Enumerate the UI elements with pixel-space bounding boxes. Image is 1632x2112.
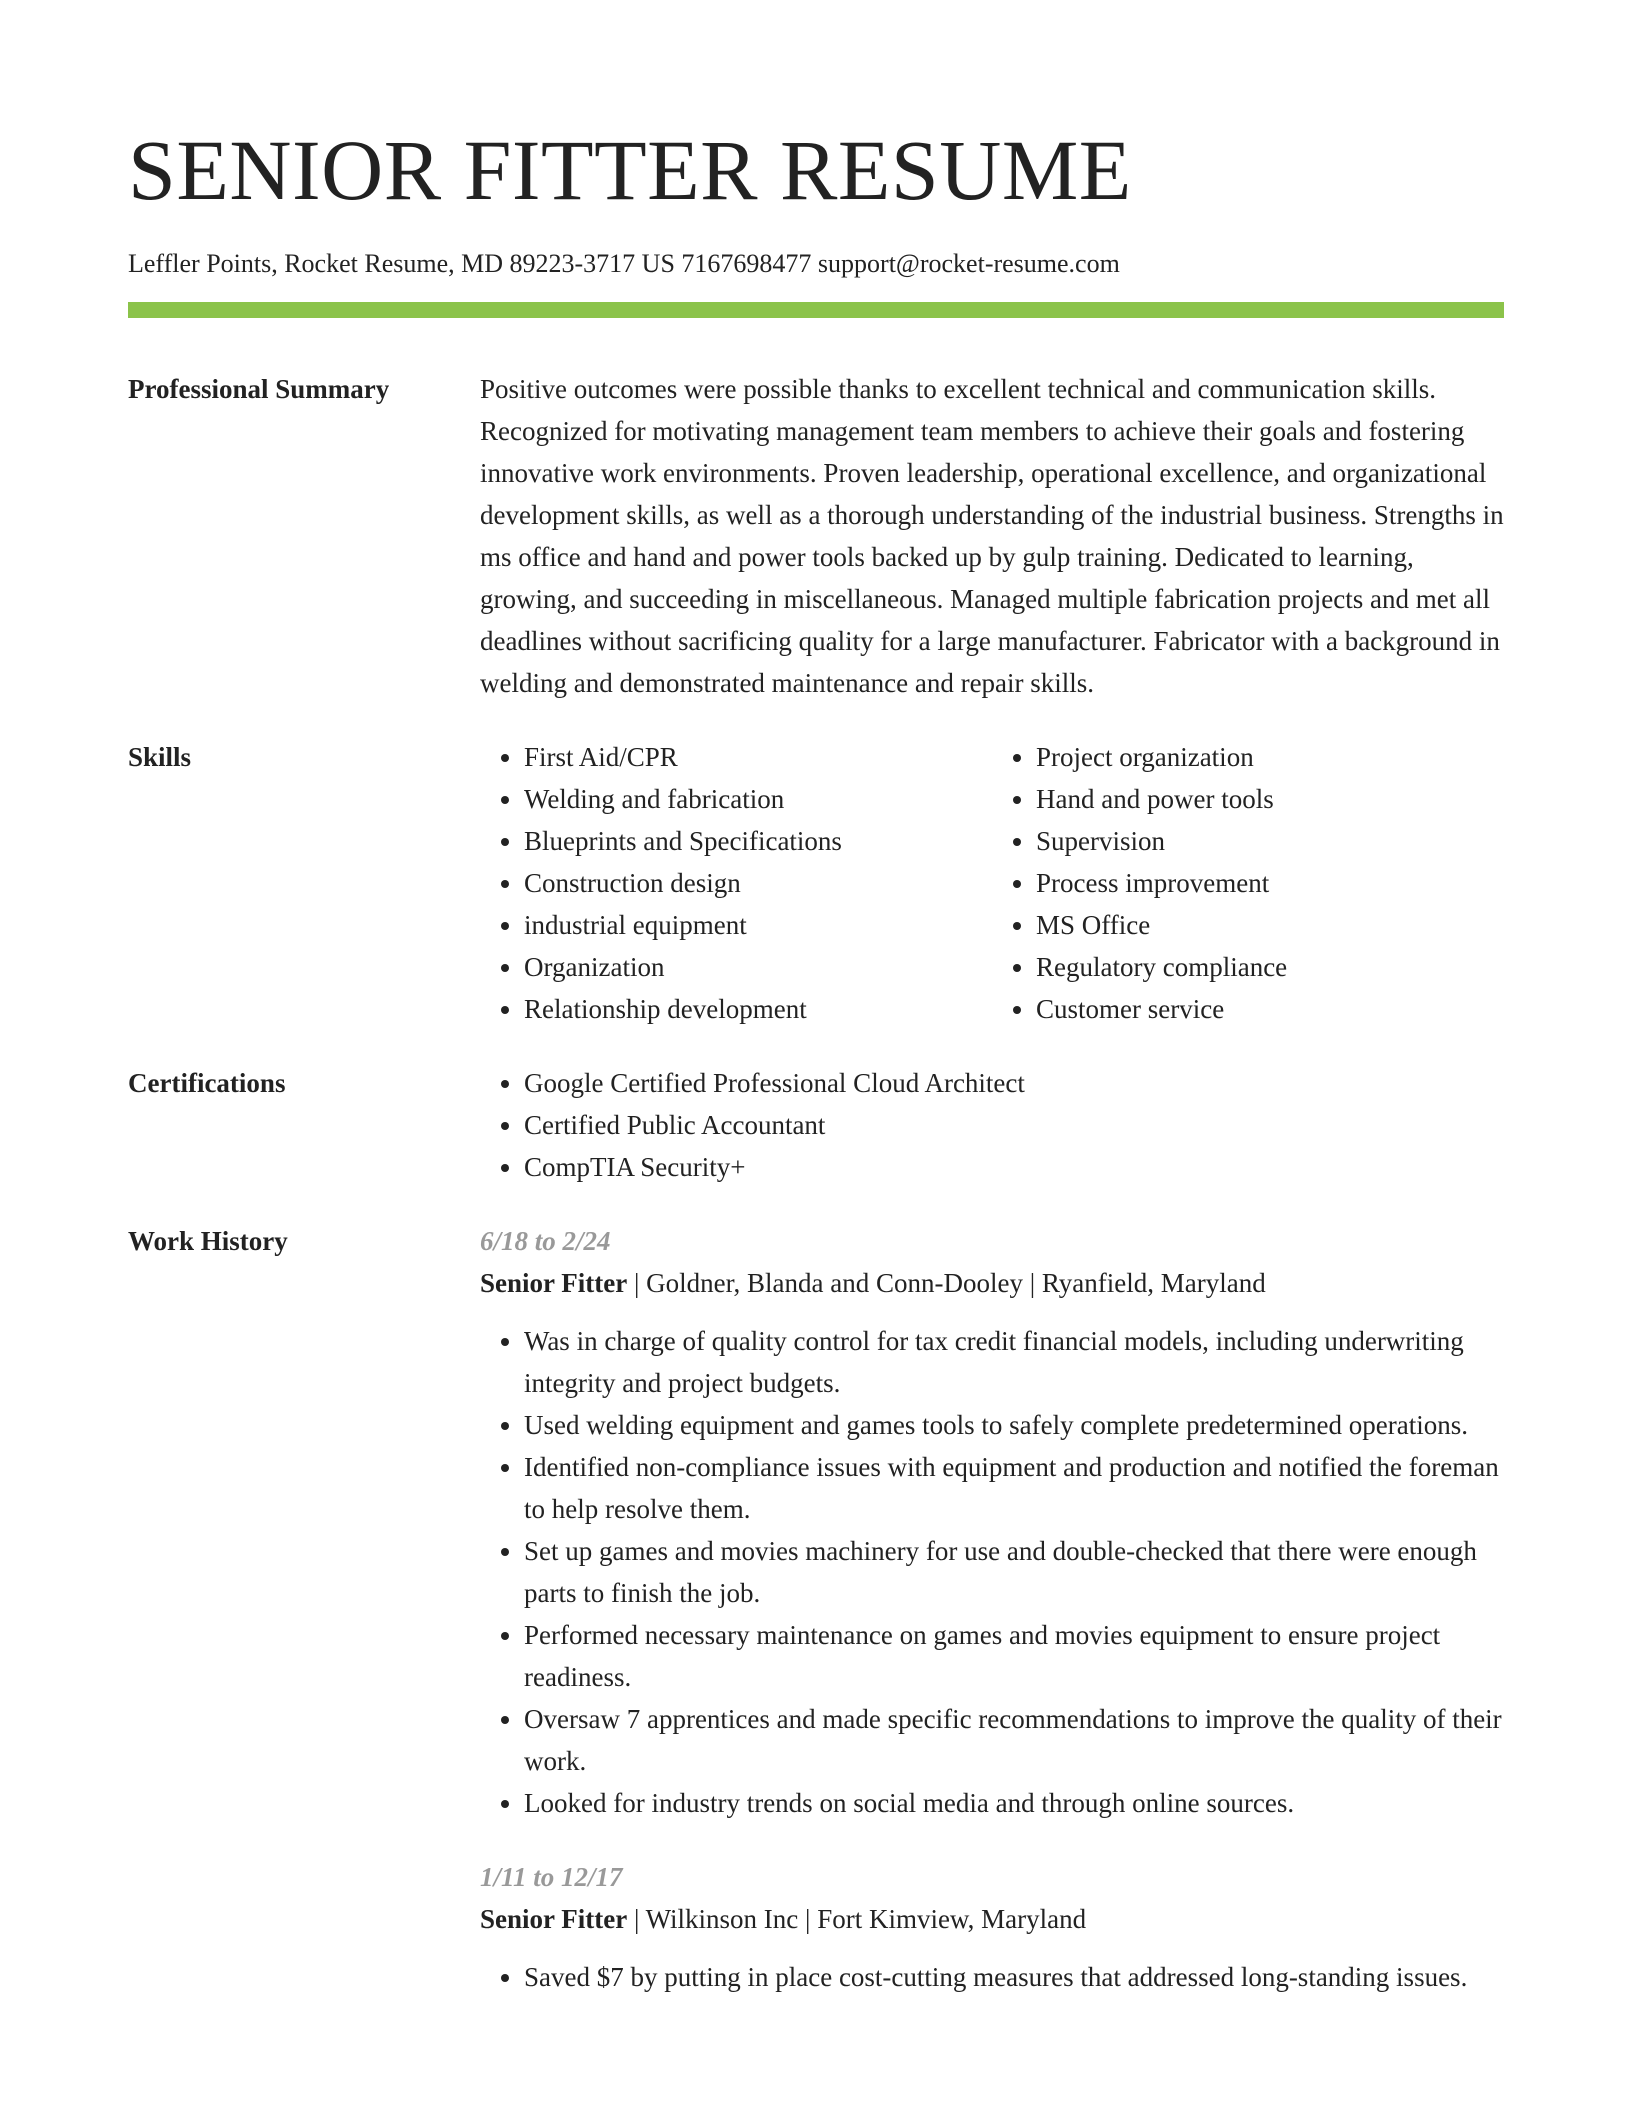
certifications-section xyxy=(128,1062,1504,1188)
skill-item: • Regulatory compliance xyxy=(1036,946,1504,988)
certification-item: • CompTIA Security+ xyxy=(524,1146,1504,1188)
section-label-summary: Professional Summary xyxy=(128,374,390,404)
section-label-skills: Skills xyxy=(128,742,192,772)
job-bullet: • Saved $7 by putting in place cost-cutting measures that addressed long-standing issues. xyxy=(524,1956,1504,1998)
skill-item: • First Aid/CPR xyxy=(524,736,992,778)
skill-item: • Project organization xyxy=(1036,736,1504,778)
job-title: Senior Fitter xyxy=(480,1904,628,1934)
summary-section xyxy=(128,368,1504,704)
job-title: Senior Fitter xyxy=(480,1268,628,1298)
job-company: Wilkinson Inc xyxy=(645,1904,799,1934)
job-location: Fort Kimview, Maryland xyxy=(817,1904,1087,1934)
skills-columns xyxy=(480,736,1504,1030)
job-bullet: • Used welding equipment and games tools to safely complete predetermined operations. xyxy=(524,1404,1504,1446)
work-history-section xyxy=(128,1220,1504,1998)
certification-item: • Certified Public Accountant xyxy=(524,1104,1504,1146)
contact-line: Leffler Points, Rocket Resume, MD 89223-3717 US 7167698477 support@rocket-resume.com xyxy=(128,249,1120,278)
job-bullet: • Was in charge of quality control for tax credit financial models, including underwriting integrity and project budgets. xyxy=(524,1320,1504,1404)
skill-item: • Organization xyxy=(524,946,992,988)
skills-list-left xyxy=(480,736,992,1030)
certifications-list xyxy=(480,1062,1504,1188)
job-separator: | xyxy=(627,1904,646,1934)
skill-item: • Customer service xyxy=(1036,988,1504,1030)
skills-list-right xyxy=(992,736,1504,1030)
job-bullets xyxy=(480,1956,1504,1998)
skill-item: • Supervision xyxy=(1036,820,1504,862)
job-separator: | xyxy=(798,1904,818,1934)
skill-item: • Relationship development xyxy=(524,988,992,1030)
resume-page xyxy=(128,120,1504,1998)
job-date: 6/18 to 2/24 xyxy=(480,1226,611,1256)
skill-item: • MS Office xyxy=(1036,904,1504,946)
job-bullet: • Set up games and movies machinery for use and double-checked that there were enough parts to finish the job. xyxy=(524,1530,1504,1614)
skill-item: • industrial equipment xyxy=(524,904,992,946)
job-company: Goldner, Blanda and Conn-Dooley xyxy=(646,1268,1023,1298)
job-entry xyxy=(480,1856,1504,1998)
job-header xyxy=(480,1262,1504,1304)
section-label-work-history: Work History xyxy=(128,1226,288,1256)
job-header xyxy=(480,1898,1504,1940)
section-label-certifications: Certifications xyxy=(128,1068,286,1098)
job-bullet: • Performed necessary maintenance on games and movies equipment to ensure project readiness. xyxy=(524,1614,1504,1698)
skill-item: • Hand and power tools xyxy=(1036,778,1504,820)
work-history-content xyxy=(480,1220,1504,1998)
skill-item: • Process improvement xyxy=(1036,862,1504,904)
job-bullets xyxy=(480,1320,1504,1824)
job-bullet: • Identified non-compliance issues with equipment and production and notified the foreman to help resolve them. xyxy=(524,1446,1504,1530)
page-title: SENIOR FITTER RESUME xyxy=(128,122,1132,218)
certifications-content xyxy=(480,1062,1504,1188)
skills-section xyxy=(128,736,1504,1030)
certification-item: • Google Certified Professional Cloud Architect xyxy=(524,1062,1504,1104)
skill-item: • Welding and fabrication xyxy=(524,778,992,820)
job-bullet: • Oversaw 7 apprentices and made specific recommendations to improve the quality of their work. xyxy=(524,1698,1504,1782)
job-entry xyxy=(480,1220,1504,1824)
job-separator: | xyxy=(1022,1268,1042,1298)
job-separator: | xyxy=(627,1268,647,1298)
skill-item: • Construction design xyxy=(524,862,992,904)
job-bullet: • Looked for industry trends on social media and through online sources. xyxy=(524,1782,1504,1824)
job-date: 1/11 to 12/17 xyxy=(480,1862,623,1892)
summary-text: Positive outcomes were possible thanks to excellent technical and communication skills. Recognized for motivating management team members to achieve their goals and fostering innovative work environments. Proven leadership, operational excellence, and organizational development skills, as well as a thorough understanding of the industrial business. Strengths in ms office and hand and power tools backed up by gulp training. Dedicated to learning, growing, and succeeding in miscellaneous. Managed multiple fabrication projects and met all deadlines without sacrificing quality for a large manufacturer. Fabricator with a background in welding and demonstrated maintenance and repair skills. xyxy=(480,374,1504,698)
skill-item: • Blueprints and Specifications xyxy=(524,820,992,862)
accent-divider xyxy=(128,302,1504,318)
job-location: Ryanfield, Maryland xyxy=(1041,1268,1266,1298)
